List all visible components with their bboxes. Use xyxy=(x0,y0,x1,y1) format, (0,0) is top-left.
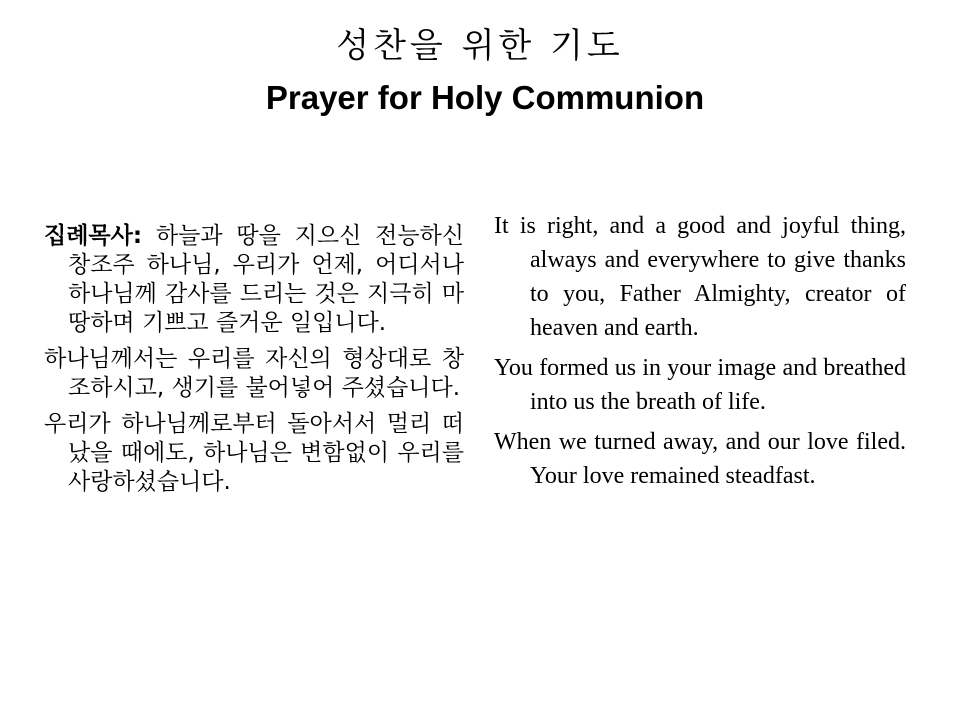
korean-paragraph-1-text: 하늘과 땅을 지으신 전능하신 창조주 하나님, 우리가 언제, 어디서나 하나님께 감사를 드리는 것은 지극히 마땅하며 기쁘고 즐거운 일입니다. xyxy=(68,223,464,336)
korean-title: 성찬을 위한 기도 xyxy=(336,26,624,66)
english-title: Prayer for Holy Communion xyxy=(265,79,705,116)
english-paragraph-1: It is right, and a good and joyful thing, always and everywhere to give thanks to you, Father Almighty, creator of heaven and earth. xyxy=(494,213,906,341)
english-prayer-column xyxy=(494,209,906,499)
english-paragraph-3: When we turned away, and our love filed. Your love remained steadfast. xyxy=(494,429,906,489)
speaker-label: 집례목사: xyxy=(44,223,143,249)
korean-paragraph-2: 하나님께서는 우리를 자신의 형상대로 창조하시고, 생기를 불어넣어 주셨습니다. xyxy=(44,346,464,401)
korean-paragraph-1 xyxy=(44,222,464,338)
korean-prayer-column xyxy=(44,222,464,504)
korean-paragraph-3: 우리가 하나님께로부터 돌아서서 멀리 떠났을 때에도, 하나님은 변함없이 우리를 사랑하셨습니다. xyxy=(44,411,464,495)
english-paragraph-2: You formed us in your image and breathed into us the breath of life. xyxy=(494,355,906,415)
